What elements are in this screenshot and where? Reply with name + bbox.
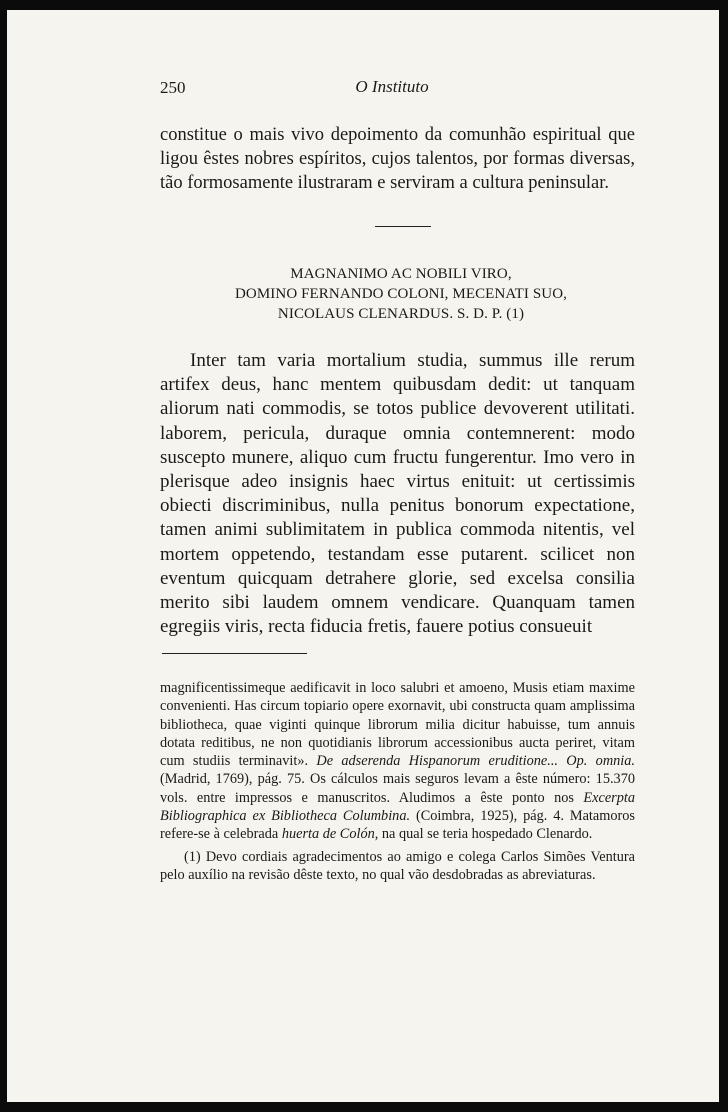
latin-body-paragraph: Inter tam varia mortalium studia, summus ille rerum artifex deus, hanc mentem quibusdam dedit: ut tanquam aliorum nati commodis, se totos publice devoverent utilitati. laborem, pericula, duraque omnia contemnerent: modo suscepto munere, aliquo cum fructu fungerentur. Imo vero in plerisque adeo insignis haec virtus enituit: ut certissimis obiecti discriminibus, nulla penitus bonorum expectatione, tamen animi sublimitatem in publica commoda nitentis, vel mortem oppetendo, testandam esse putarent. scilicet non eventum quicquam detrahere glorie, sed excelsa consilia merito sibi laudem omnem vendicare. Quanquam tamen egregiis viris, recta fiducia fretis, fauere potius consueuit	[160, 350, 635, 638]
footnote-text: (Coimbra, 1925), pág. 4. Matamoros refere-se à celebrada	[160, 808, 635, 843]
footnote-citation-title: De adserenda Hispanorum eruditione... Op. omnia.	[316, 753, 635, 770]
dedication-line-3: NICOLAUS CLENARDUS. S. D. P. (1)	[277, 306, 525, 322]
section-divider	[375, 226, 431, 227]
footnote-separator	[162, 653, 307, 654]
footnote-text: magnificentissimeque aedificavit in loco salubri et amoeno, Musis etiam maxime convenienti. Has circum topiario opere exornavit, ubi constructa quam amplissima bibliotheca, quae viginti quinque librorum milia dicitur habuisse, tum annuis dotata reditibus, ne non quotidianis librorum accessionibus aucta periret, vitam cum studiis terminavit».	[160, 680, 635, 770]
page-number: 250	[160, 78, 186, 97]
footnote-text: na qual se teria hospedado Clenardo.	[378, 826, 593, 843]
running-title: O Instituto	[355, 77, 429, 96]
intro-paragraph: constitue o mais vivo depoimento da comunhão espiritual que ligou êstes nobres espíritos, cujos talentos, por formas diversas, tão formosamente ilustraram e serviram a cultura peninsular.	[160, 125, 635, 193]
footnote-continuation	[160, 679, 635, 844]
footnote-citation-title: Excerpta Bibliographica ex Bibliotheca Columbina.	[160, 789, 635, 825]
footnotes	[160, 679, 635, 884]
footnote-text: (Madrid, 1769), pág. 75. Os cálculos mais seguros levam a êste número: 15.370 vols. entre impressos e manuscritos. Aludimos a êste ponto nos	[160, 771, 635, 806]
dedication-heading	[157, 264, 645, 324]
page-header	[7, 76, 719, 100]
footnote-citation-title: huerta de Colón,	[281, 826, 379, 843]
dedication-line-2: DOMINO FERNANDO COLONI, MECENATI SUO,	[234, 286, 568, 302]
dedication-line-1: MAGNANIMO AC NOBILI VIRO,	[290, 266, 512, 282]
book-page	[7, 10, 719, 1102]
footnote-1: (1) Devo cordiais agradecimentos ao amigo e colega Carlos Simões Ventura pelo auxílio na revisão dêste texto, no qual vão desdobradas as abreviaturas.	[160, 848, 635, 883]
